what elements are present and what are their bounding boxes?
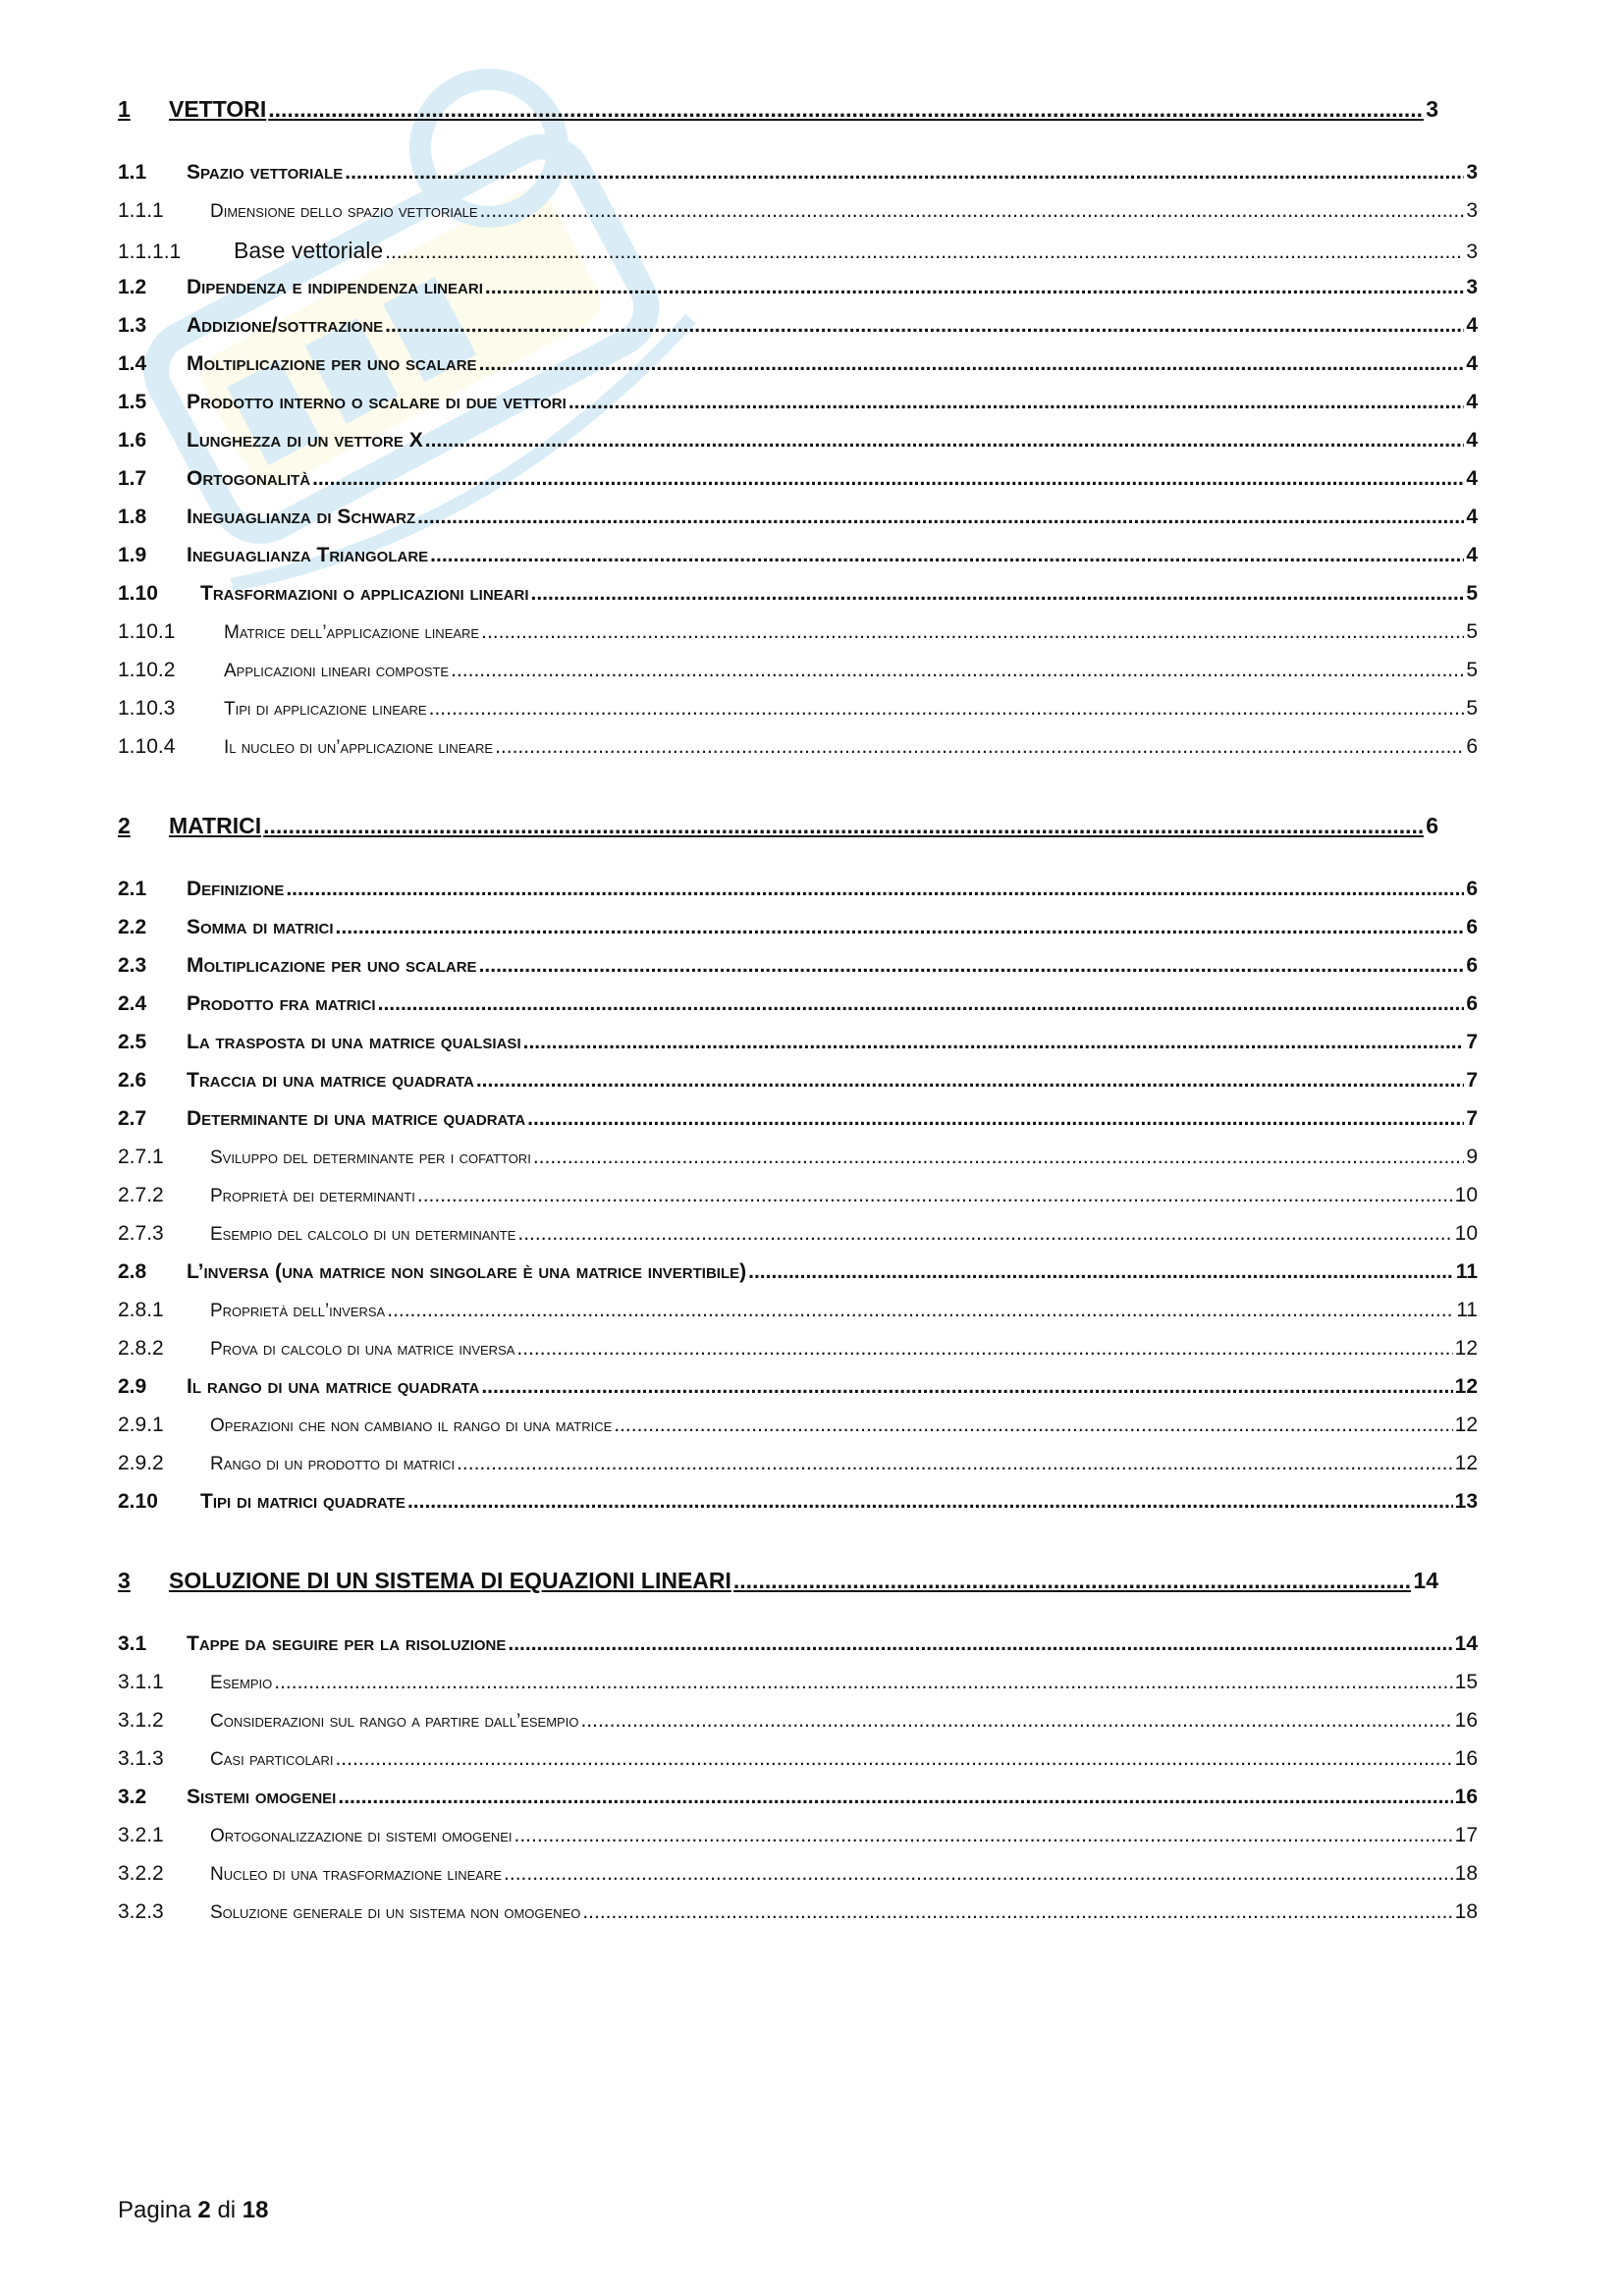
toc-entry-page: 3: [1466, 199, 1478, 222]
page-footer: [118, 2197, 269, 2224]
toc-dot-leader: [516, 1337, 1452, 1361]
toc-entry-title: MATRICI: [169, 813, 262, 838]
toc-dot-leader: [614, 1414, 1452, 1437]
toc-dot-leader: [457, 1452, 1453, 1475]
toc-subsection-entry[interactable]: [118, 620, 1478, 659]
toc-entry-title: Ortogonalizzazione di sistemi omogenei: [210, 1826, 513, 1846]
toc-dot-leader: [407, 1490, 1453, 1514]
toc-entry-title: Casi particolari: [210, 1749, 334, 1770]
toc-entry-page: 11: [1455, 1260, 1478, 1283]
toc-subsection-entry[interactable]: [118, 1414, 1478, 1452]
toc-section-entry[interactable]: [118, 992, 1478, 1031]
toc-entry-page: 5: [1466, 659, 1478, 681]
toc-dot-leader: [312, 467, 1464, 491]
footer-total-pages: 18: [242, 2197, 269, 2223]
toc-section-entry[interactable]: [118, 544, 1478, 582]
toc-section-entry[interactable]: [118, 878, 1478, 916]
toc-entry-number: 1.1.1.1: [118, 240, 182, 263]
toc-entry-page: 4: [1466, 429, 1478, 452]
toc-entry-title: Matrice dell’applicazione lineare: [224, 622, 480, 643]
toc-entry-page: 3: [1466, 240, 1478, 263]
toc-section-entry[interactable]: [118, 276, 1478, 314]
toc-subsection-entry[interactable]: [118, 659, 1478, 697]
toc-subsection-entry[interactable]: [118, 1862, 1478, 1900]
toc-dot-leader: [568, 391, 1465, 414]
toc-dot-leader: [504, 1862, 1453, 1886]
footer-prefix: Pagina: [118, 2197, 191, 2223]
footer-middle: di: [217, 2197, 237, 2223]
toc-subsection-entry[interactable]: [118, 1184, 1478, 1222]
toc-entry-number: 1.10.4: [118, 735, 176, 758]
toc-dot-leader: [527, 1107, 1464, 1131]
toc-entry-number: 3.2: [118, 1786, 147, 1808]
toc-entry-page: 10: [1454, 1184, 1478, 1206]
toc-section-entry[interactable]: [118, 1107, 1478, 1146]
toc-dot-leader: [274, 1671, 1452, 1694]
toc-entry-title: Sviluppo del determinante per i cofattori: [210, 1148, 531, 1168]
footer-current-page: 2: [197, 2197, 211, 2223]
toc-dot-leader: [733, 1568, 1412, 1594]
toc-entry-number: 1.2: [118, 276, 147, 298]
toc-section-entry[interactable]: [118, 352, 1478, 391]
toc-entry-number: 2.7.2: [118, 1184, 164, 1206]
toc-entry-number: 1.10: [118, 582, 158, 605]
toc-entry-title: Proprietà dei determinanti: [210, 1186, 415, 1206]
toc-entry-page: 4: [1466, 352, 1478, 375]
toc-dot-leader: [531, 582, 1465, 606]
toc-entry-page: 6: [1426, 813, 1438, 838]
toc-entry-number: 2.9.2: [118, 1452, 164, 1474]
toc-entry-title: Ineguaglianza Triangolare: [187, 544, 429, 566]
toc-entry-title: Tappe da seguire per la risoluzione: [187, 1632, 507, 1655]
toc-dot-leader: [748, 1260, 1454, 1284]
toc-section-entry[interactable]: [118, 506, 1478, 544]
toc-entry-number: 1.7: [118, 467, 147, 490]
toc-entry-number: 2: [118, 813, 131, 838]
toc-entry-page: 4: [1466, 544, 1478, 566]
toc-dot-leader: [430, 544, 1464, 567]
toc-entry-number: 2.1: [118, 878, 147, 900]
toc-entry-title: Soluzione generale di un sistema non omogeneo: [210, 1902, 581, 1923]
toc-entry-title: Ortogonalità: [187, 467, 311, 490]
toc-entry-number: 2.7.3: [118, 1222, 164, 1245]
toc-dot-leader: [508, 1632, 1452, 1656]
toc-section-entry[interactable]: [118, 1375, 1478, 1414]
toc-entry-page: 15: [1454, 1671, 1478, 1693]
toc-entry-title: Il rango di una matrice quadrata: [187, 1375, 480, 1398]
toc-entry-title: La trasposta di una matrice qualsiasi: [187, 1031, 521, 1053]
toc-entry-page: 12: [1454, 1414, 1478, 1436]
toc-entry-title: Operazioni che non cambiano il rango di una matrice: [210, 1415, 613, 1436]
toc-dot-leader: [385, 314, 1464, 338]
toc-chapter-entry[interactable]: [118, 96, 1438, 135]
toc-entry-title: Lunghezza di un vettore X: [187, 429, 423, 452]
toc-entry-page: 12: [1454, 1375, 1478, 1398]
toc-entry-page: 4: [1466, 467, 1478, 490]
toc-entry-number: 1.10.1: [118, 620, 176, 643]
toc-entry-number: 2.4: [118, 992, 147, 1015]
toc-dot-leader: [485, 276, 1464, 299]
toc-entry-page: 6: [1466, 878, 1478, 900]
toc-section-entry[interactable]: [118, 161, 1478, 199]
toc-entry-page: 17: [1454, 1824, 1478, 1846]
toc-entry-page: 3: [1466, 276, 1478, 298]
toc-dot-leader: [429, 697, 1465, 721]
toc-entry-title: Il nucleo di un’applicazione lineare: [224, 737, 494, 758]
toc-entry-number: 2.8.2: [118, 1337, 164, 1360]
toc-dot-leader: [417, 1184, 1453, 1207]
toc-entry-page: 12: [1454, 1337, 1478, 1360]
toc-entry-title: Trasformazioni o applicazioni lineari: [200, 582, 529, 605]
toc-entry-page: 18: [1454, 1900, 1478, 1923]
toc-entry-title: Somma di matrici: [187, 916, 334, 938]
toc-entry-number: 2.2: [118, 916, 147, 938]
toc-entry-title: Spazio vettoriale: [187, 161, 344, 184]
toc-entry-number: 2.9: [118, 1375, 147, 1398]
toc-section-entry[interactable]: [118, 467, 1478, 506]
toc-subsection-entry[interactable]: [118, 199, 1478, 238]
toc-entry-page: 14: [1454, 1632, 1478, 1655]
toc-entry-number: 3.1.1: [118, 1671, 164, 1693]
toc-entry-number: 2.8: [118, 1260, 147, 1283]
toc-entry-page: 7: [1466, 1107, 1478, 1130]
toc-entry-title: Applicazioni lineari composte: [224, 661, 450, 681]
toc-subsection-entry[interactable]: [118, 1299, 1478, 1337]
toc-entry-page: 7: [1466, 1069, 1478, 1092]
toc-entry-number: 1.10.2: [118, 659, 176, 681]
toc-dot-leader: [481, 1375, 1452, 1399]
toc-entry-title: Moltiplicazione per uno scalare: [187, 954, 477, 977]
toc-dot-leader: [451, 659, 1464, 682]
toc-subsection-entry[interactable]: [118, 1824, 1478, 1862]
toc-entry-title: Tipi di applicazione lineare: [224, 699, 427, 720]
toc-entry-number: 3.2.2: [118, 1862, 164, 1885]
toc-dot-leader: [385, 240, 1464, 264]
toc-section-entry[interactable]: [118, 1260, 1478, 1299]
toc-entry-number: 2.5: [118, 1031, 147, 1053]
toc-entry-title: Rango di un prodotto di matrici: [210, 1454, 456, 1474]
toc-dot-leader: [268, 96, 1424, 123]
toc-entry-page: 4: [1466, 314, 1478, 337]
toc-entry-number: 2.8.1: [118, 1299, 164, 1321]
toc-dot-leader: [533, 1146, 1465, 1169]
toc-section-entry[interactable]: [118, 1490, 1478, 1528]
toc-entry-title: Prova di calcolo di una matrice inversa: [210, 1339, 515, 1360]
toc-subsection-entry[interactable]: [118, 1709, 1478, 1747]
toc-entry-title: Dipendenza e indipendenza lineari: [187, 276, 483, 298]
toc-entry-title: Dimensione dello spazio vettoriale: [210, 201, 478, 222]
toc-entry-page: 13: [1454, 1490, 1478, 1513]
toc-section-entry[interactable]: [118, 954, 1478, 992]
toc-entry-page: 6: [1466, 916, 1478, 938]
toc-entry-page: 4: [1466, 391, 1478, 413]
toc-entry-page: 5: [1466, 697, 1478, 720]
toc-entry-page: 6: [1466, 992, 1478, 1015]
toc-entry-page: 5: [1466, 582, 1478, 605]
toc-dot-leader: [387, 1299, 1454, 1322]
toc-dot-leader: [580, 1709, 1452, 1733]
toc-dot-leader: [335, 1747, 1452, 1771]
toc-entry-page: 16: [1454, 1709, 1478, 1732]
toc-subsection-entry[interactable]: [118, 735, 1478, 774]
toc-dot-leader: [481, 620, 1464, 644]
toc-section-entry[interactable]: [118, 1632, 1478, 1671]
toc-entry-title: Definizione: [187, 878, 285, 900]
toc-entry-number: 1: [118, 96, 131, 122]
toc-entry-number: 3: [118, 1568, 131, 1593]
toc-section-entry[interactable]: [118, 391, 1478, 429]
toc-entry-number: 1.1: [118, 161, 147, 184]
toc-entry-number: 2.9.1: [118, 1414, 164, 1436]
toc-entry-title: Addizione/sottrazione: [187, 314, 384, 337]
toc-entry-number: 1.5: [118, 391, 147, 413]
toc-section-entry[interactable]: [118, 429, 1478, 467]
toc-dot-leader: [495, 735, 1464, 759]
toc-entry-number: 1.3: [118, 314, 147, 337]
toc-dot-leader: [378, 992, 1465, 1016]
toc-entry-number: 1.10.3: [118, 697, 176, 720]
toc-entry-title: Determinante di una matrice quadrata: [187, 1107, 526, 1130]
toc-entry-page: 6: [1466, 735, 1478, 758]
toc-entry-title: Moltiplicazione per uno scalare: [187, 352, 477, 375]
toc-entry-title: Nucleo di una trasformazione lineare: [210, 1864, 503, 1885]
toc-section-entry[interactable]: [118, 1069, 1478, 1107]
toc-entry-number: 1.9: [118, 544, 147, 566]
toc-entry-number: 3.2.1: [118, 1824, 164, 1846]
toc-dot-leader: [476, 1069, 1465, 1093]
toc-dot-leader: [480, 199, 1465, 223]
toc-entry-number: 1.8: [118, 506, 147, 528]
toc-entry-title: Proprietà dell’inversa: [210, 1301, 386, 1321]
toc-entry-number: 3.2.3: [118, 1900, 164, 1923]
toc-subsection-entry[interactable]: [118, 1222, 1478, 1260]
toc-dot-leader: [479, 954, 1465, 978]
toc-subsection-entry[interactable]: [118, 1337, 1478, 1375]
toc-entry-title: Ineguaglianza di Schwarz: [187, 506, 416, 528]
toc-dot-leader: [514, 1824, 1453, 1847]
toc-section-entry[interactable]: [118, 314, 1478, 352]
toc-dot-leader: [479, 352, 1465, 376]
toc-entry-title: Prodotto fra matrici: [187, 992, 376, 1015]
toc-section-entry[interactable]: [118, 582, 1478, 620]
toc-chapter-entry[interactable]: [118, 813, 1438, 852]
toc-entry-page: 9: [1466, 1146, 1478, 1168]
toc-entry-page: 5: [1466, 620, 1478, 643]
toc-entry-number: 2.10: [118, 1490, 158, 1513]
toc-entry-number: 3.1.2: [118, 1709, 164, 1732]
toc-entry-page: 12: [1454, 1452, 1478, 1474]
toc-entry-number: 2.7: [118, 1107, 147, 1130]
toc-dot-leader: [425, 429, 1465, 453]
toc-dot-leader: [345, 161, 1464, 185]
toc-entry-page: 16: [1454, 1747, 1478, 1770]
toc-entry-page: 7: [1466, 1031, 1478, 1053]
toc-dot-leader: [263, 813, 1424, 839]
toc-entry-title: Tipi di matrici quadrate: [200, 1490, 406, 1513]
toc-dot-leader: [523, 1031, 1465, 1054]
toc-dot-leader: [582, 1900, 1452, 1924]
toc-subsection-entry[interactable]: [118, 1452, 1478, 1490]
toc-subsection-entry[interactable]: [118, 1747, 1478, 1786]
toc-subsection-entry[interactable]: [118, 1671, 1478, 1709]
toc-section-entry[interactable]: [118, 1786, 1478, 1824]
toc-entry-number: 1.1.1: [118, 199, 164, 222]
toc-entry-number: 2.7.1: [118, 1146, 164, 1168]
toc-entry-title: L’inversa (una matrice non singolare è una matrice invertibile): [187, 1260, 747, 1283]
toc-entry-title: Esempio del calcolo di un determinante: [210, 1224, 516, 1245]
toc-entry-title: Traccia di una matrice quadrata: [187, 1069, 474, 1092]
toc-entry-page: 10: [1454, 1222, 1478, 1245]
toc-dot-leader: [286, 878, 1464, 901]
toc-dot-leader: [517, 1222, 1452, 1246]
toc-entry-title: SOLUZIONE DI UN SISTEMA DI EQUAZIONI LINEARI: [169, 1568, 731, 1593]
toc-entry-title: Esempio: [210, 1673, 273, 1693]
toc-dot-leader: [338, 1786, 1452, 1809]
toc-section-entry[interactable]: [118, 916, 1478, 954]
toc-subsection-entry[interactable]: [118, 1900, 1478, 1939]
toc-entry-number: 1.6: [118, 429, 147, 452]
toc-entry-title: Considerazioni sul rango a partire dall’esempio: [210, 1711, 579, 1732]
toc-entry-page: 6: [1466, 954, 1478, 977]
toc-entry-number: 2.6: [118, 1069, 147, 1092]
toc-entry-page: 11: [1456, 1299, 1478, 1321]
toc-entry-title: VETTORI: [169, 96, 267, 122]
toc-entry-title: Sistemi omogenei: [187, 1786, 337, 1808]
toc-entry-title: Prodotto interno o scalare di due vettori: [187, 391, 567, 413]
toc-entry-number: 1.4: [118, 352, 147, 375]
toc-dot-leader: [417, 506, 1464, 529]
toc-entry-page: 18: [1454, 1862, 1478, 1885]
toc-entry-page: 14: [1413, 1568, 1438, 1593]
toc-entry-number: 3.1.3: [118, 1747, 164, 1770]
table-of-contents: [118, 96, 1478, 1939]
toc-section-entry[interactable]: [118, 1031, 1478, 1069]
toc-entry-page: 4: [1466, 506, 1478, 528]
toc-subsection-entry[interactable]: [118, 697, 1478, 735]
toc-entry-title: Base vettoriale: [234, 238, 384, 263]
toc-entry-page: 16: [1454, 1786, 1478, 1808]
toc-dot-leader: [336, 916, 1465, 939]
toc-entry-page: 3: [1426, 96, 1438, 122]
toc-subsection-entry[interactable]: [118, 1146, 1478, 1184]
toc-entry-number: 3.1: [118, 1632, 147, 1655]
toc-chapter-entry[interactable]: [118, 1568, 1438, 1607]
toc-entry-number: 2.3: [118, 954, 147, 977]
toc-entry-page: 3: [1466, 161, 1478, 184]
toc-subsection-entry[interactable]: [118, 238, 1478, 276]
